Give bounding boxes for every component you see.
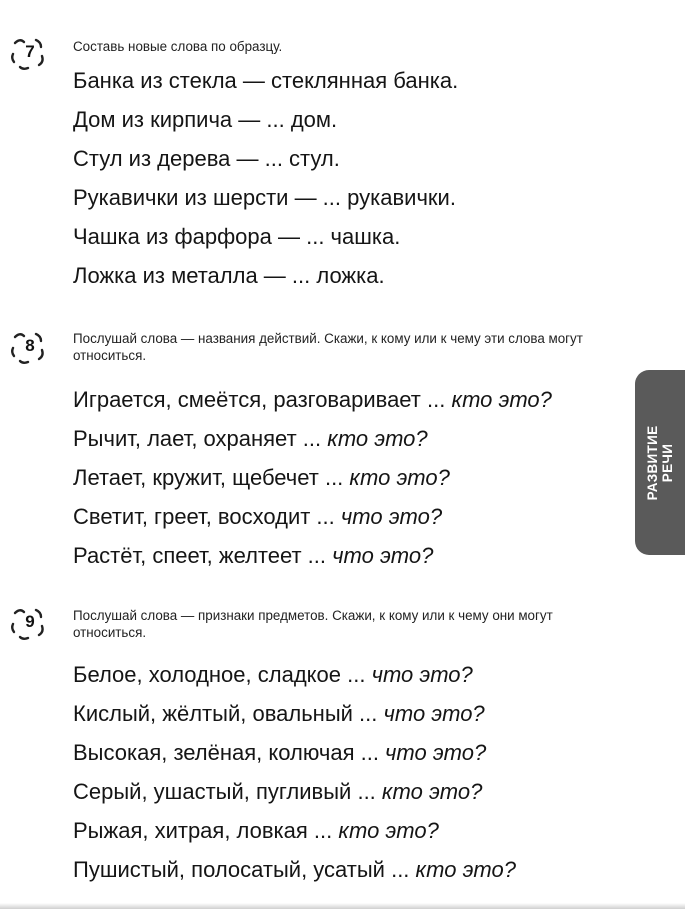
exercise-line: [73, 660, 633, 699]
line-text: Высокая, зелёная, колючая ...: [73, 740, 386, 765]
exercise-number: 7: [25, 42, 35, 61]
line-question: кто это?: [451, 387, 552, 412]
page-bottom-edge: [0, 903, 685, 909]
exercise-number: 8: [25, 336, 35, 355]
line-question: кто это?: [338, 818, 439, 843]
line-question: что это?: [332, 543, 434, 568]
exercise-lines: [73, 66, 633, 300]
exercise-line: [73, 105, 633, 144]
exercise-line: [73, 699, 633, 738]
line-text: Чашка из фарфора — ... чашка.: [73, 224, 401, 249]
line-question: кто это?: [381, 779, 483, 804]
line-question: кто это?: [327, 426, 428, 451]
exercise-line: [73, 738, 633, 777]
exercise-line: [73, 855, 633, 894]
exercise-line: [73, 816, 633, 855]
line-text: Пушистый, полосатый, усатый ...: [73, 857, 416, 882]
line-text: Белое, холодное, сладкое ...: [73, 662, 372, 687]
exercise-instruction: Составь новые слова по образцу.: [73, 39, 283, 54]
exercise-line: [73, 261, 633, 300]
line-text: Летает, кружит, щебечет ...: [73, 465, 350, 490]
exercise-line: [73, 541, 633, 580]
line-question: кто это?: [349, 465, 450, 490]
exercise-line: [73, 463, 633, 502]
exercise-number-badge: [6, 34, 54, 74]
exercise-instruction: Послушай слова — названия действий. Скажи, к кому или к чему эти слова могут относиться.: [73, 331, 583, 363]
line-question: что это?: [340, 504, 443, 529]
line-text: Стул из дерева — ... стул.: [73, 146, 340, 171]
exercise-number-badge: [6, 604, 54, 644]
line-question: что это?: [371, 662, 473, 687]
line-text: Дом из кирпича — ... дом.: [73, 107, 338, 132]
line-question: что это?: [383, 701, 485, 726]
exercise-line: [73, 777, 633, 816]
section-side-tab: [635, 370, 685, 555]
exercise-lines: [73, 385, 633, 580]
section-tab-line1: РАЗВИТИЕ: [645, 425, 660, 500]
exercise-line: [73, 222, 633, 261]
line-question: кто это?: [415, 857, 516, 882]
exercise-number: 9: [25, 612, 35, 631]
line-text: Серый, ушастый, пугливый ...: [73, 779, 382, 804]
line-text: Ложка из металла — ... ложка.: [73, 263, 385, 288]
section-tab-line2: РЕЧИ: [660, 443, 675, 482]
line-text: Растёт, спеет, желтеет ...: [73, 543, 333, 568]
section-tab-label: [645, 425, 675, 500]
exercise-line: [73, 66, 633, 105]
exercise-line: [73, 385, 633, 424]
exercise-lines: [73, 660, 633, 894]
exercise-line: [73, 424, 633, 463]
line-text: Светит, греет, восходит ...: [73, 504, 341, 529]
line-text: Рычит, лает, охраняет ...: [73, 426, 328, 451]
exercise-line: [73, 144, 633, 183]
exercise-instruction: Послушай слова — признаки предметов. Скажи, к кому или к чему они могут относиться.: [73, 608, 553, 640]
line-text: Играется, смеётся, разговаривает ...: [73, 387, 452, 412]
exercise-number-badge: [6, 328, 54, 368]
line-question: что это?: [385, 740, 487, 765]
line-text: Кислый, жёлтый, овальный ...: [73, 701, 384, 726]
exercise-line: [73, 183, 633, 222]
exercise-line: [73, 502, 633, 541]
line-text: Банка из стекла — стеклянная банка.: [73, 68, 459, 93]
line-text: Рыжая, хитрая, ловкая ...: [73, 818, 339, 843]
line-text: Рукавички из шерсти — ... рукавички.: [73, 185, 456, 210]
